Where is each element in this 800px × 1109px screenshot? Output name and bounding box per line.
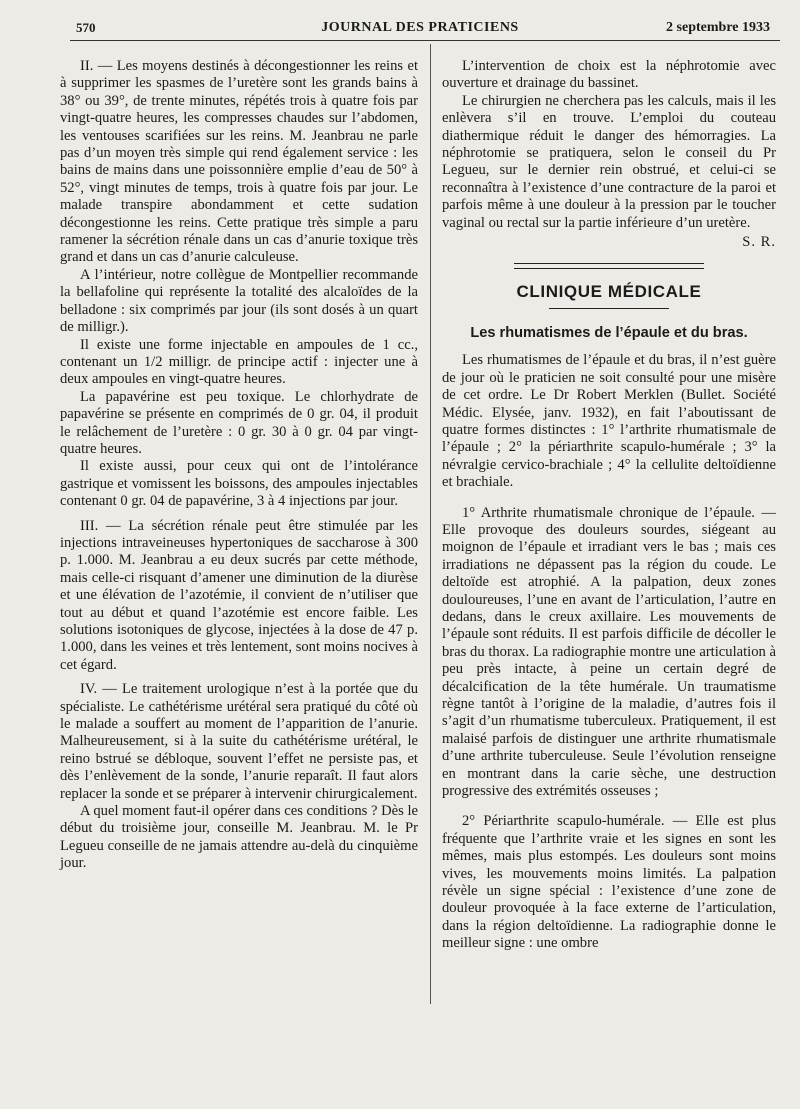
section-underline [549,308,669,309]
header-rule [70,40,780,41]
page-number: 570 [76,20,96,35]
paragraph: A l’intérieur, notre collègue de Montpellier recommande la bellafoline qui représente la totalité des alcaloïdes de la belladone : six comprimés par jour (ils sont dosés à un quart de milligr.). [60,266,418,336]
article-title: Les rhumatismes de l’épaule et du bras. [470,324,748,341]
paragraph: Les rhumatismes de l’épaule et du bras, il n’est guère de jour où le praticien ne soit consulté pour une misère de cet ordre. Le Dr Robert Merklen (Bullet. Société Médic. Elysée, janv. 1932), en fait l’aboutissant de quatre formes distinctes : 1° l’arthrite rhumatismale de l’épaule ; 2° la périarthrite scapulo-humérale ; 3° la névralgie cervico-brachiale ; 4° la cellulite deltoïdienne et brachiale. [442,352,776,491]
paragraph: L’intervention de choix est la néphrotomie avec ouverture et drainage du bassinet. [442,58,776,92]
section-title: CLINIQUE MÉDICALE [516,282,702,302]
paragraph: La papavérine est peu toxique. Le chlorhydrate de papavérine se présente en comprimés de 0 gr. 04, il produit le relâchement de l’uretère : 0 gr. 30 à 0 gr. 04 par vingt-quatre heures. [60,388,418,457]
page-header [70,18,770,38]
left-column [60,58,418,873]
paragraph: A quel moment faut-il opérer dans ces conditions ? Dès le début du troisième jour, conseille M. Jeanbrau. M. le Pr Legueu conseille de ne jamais attendre au-delà du cinquième jour. [60,803,418,872]
paragraph: Le chirurgien ne cherchera pas les calculs, mais il les enlèvera s’il en trouve. L’emploi du couteau diathermique réduit le danger des hémorragies. La néphrotomie se pratiquera, selon le conseil du Pr Legueu, sur le dernier rein obstrué, et celui-ci se reconnaîtra à l’existence d’une contracture de la paroi et parfois même à une douleur à la pression par le toucher vaginal ou rectal sur la partie inférieure d’un uretère. [442,92,776,231]
author-signature: S. R. [742,234,776,251]
paragraph: 1° Arthrite rhumatismale chronique de l’épaule. — Elle provoque des douleurs sourdes, siégeant au moignon de l’épaule et irradiant vers le bas ; mais ces irradiations ne dépassent pas la région du coude. Le deltoïde est atrophié. A la palpation, deux zones douloureuses, l’une en avant de l’articulation, l’autre en dedans, dans le creux axillaire. Les mouvements de l’épaule sont réduits. Il est parfois difficile de décoller le bras du thorax. La radiographie montre une articulation à peu près intacte, à peine un certain degré de décalcification de la tête humérale. Un traumatisme règne tantôt à l’origine de la maladie, d’autres fois il s’agit d’un rhumatisme tuberculeux. Pratiquement, il est malaisé parfois de distinguer une arthrite rhumatismale d’une arthrite tuberculeuse. Seule l’évolution renseigne en montrant dans la carie sèche, une destruction progressive des extrémités osseuses ; [442,504,776,800]
right-column [442,58,776,953]
journal-title: JOURNAL DES PRATICIENS [321,20,519,35]
paragraph: IV. — Le traitement urologique n’est à la portée que du spécialiste. Le cathétérisme urétéral sera pratiqué du côté où le malade a souffert au moment de l’apparition de l’anurie. Malheureusement, si à la suite du cathétérisme urétéral, le reino bstrué se débloque, souvent l’effet ne persiste pas, et dès l’enlèvement de la sonde, l’anurie reparaît. Il faut alors replacer la sonde et se préparer à intervenir chirurgicalement. [60,681,418,802]
paragraph: 2° Périarthrite scapulo-humérale. — Elle est plus fréquente que l’arthrite vraie et les signes en sont les mêmes, mais plus estompés. Les douleurs sont moins vives, les mouvements moins limités. La palpation révèle un signe spécial : l’existence d’une zone de douleur provoquée à la face externe de l’articulation, dans la région deltoïdienne. La radiographie donne le meilleur signe : une ombre [442,813,776,952]
paragraph: III. — La sécrétion rénale peut être stimulée par les injections intraveineuses hypertoniques de saccharose à 300 p. 1.000. M. Jeanbrau a eu deux sucrés par cette méthode, mais celle-ci risquant d’amener une diminution de la diurèse et une élévation de l’azotémie, il convient de n’utiliser que tout au début et quand l’azotémie est encore faible. Les solutions isotoniques de glycose, injectées à la dose de 47 p. 1.000, dans les veines et très lentement, sont moins nocives à cet égard. [60,517,418,673]
column-separator [430,44,431,1004]
issue-date: 2 septembre 1933 [666,20,770,35]
paragraph: Il existe une forme injectable en ampoules de 1 cc., contenant un 1/2 milligr. de principe actif : injecter une à deux ampoules en vingt-quatre heures. [60,336,418,388]
paragraph: Il existe aussi, pour ceux qui ont de l’intolérance gastrique et vomissent les boissons, des ampoules injectables contenant 0 gr. 04 de papavérine, 3 à 4 injections par jour. [60,458,418,510]
paragraph: II. — Les moyens destinés à décongestionner les reins et à supprimer les spasmes de l’uretère sont les grands bains à 38° ou 39°, de trente minutes, répétés trois à quatre fois par vingt-quatre heures, les compresses chaudes sur l’abdomen, les ventouses scarifiées sur les reins. M. Jeanbrau ne parle pas d’un moyen très simple qui rend également service : les bains de mains dans une poissonnière emplie d’eau de 50° à 52°, vingt minutes de temps, trois à quatre fois par jour. Le malade transpire abondamment et cette sudation décongestionne les reins. Cette pratique très simple a paru ramener la sécrétion rénale dans un cas d’anurie toxique très grand et dans un cas d’anurie calculeuse. [60,58,418,266]
section-rule [514,263,704,269]
